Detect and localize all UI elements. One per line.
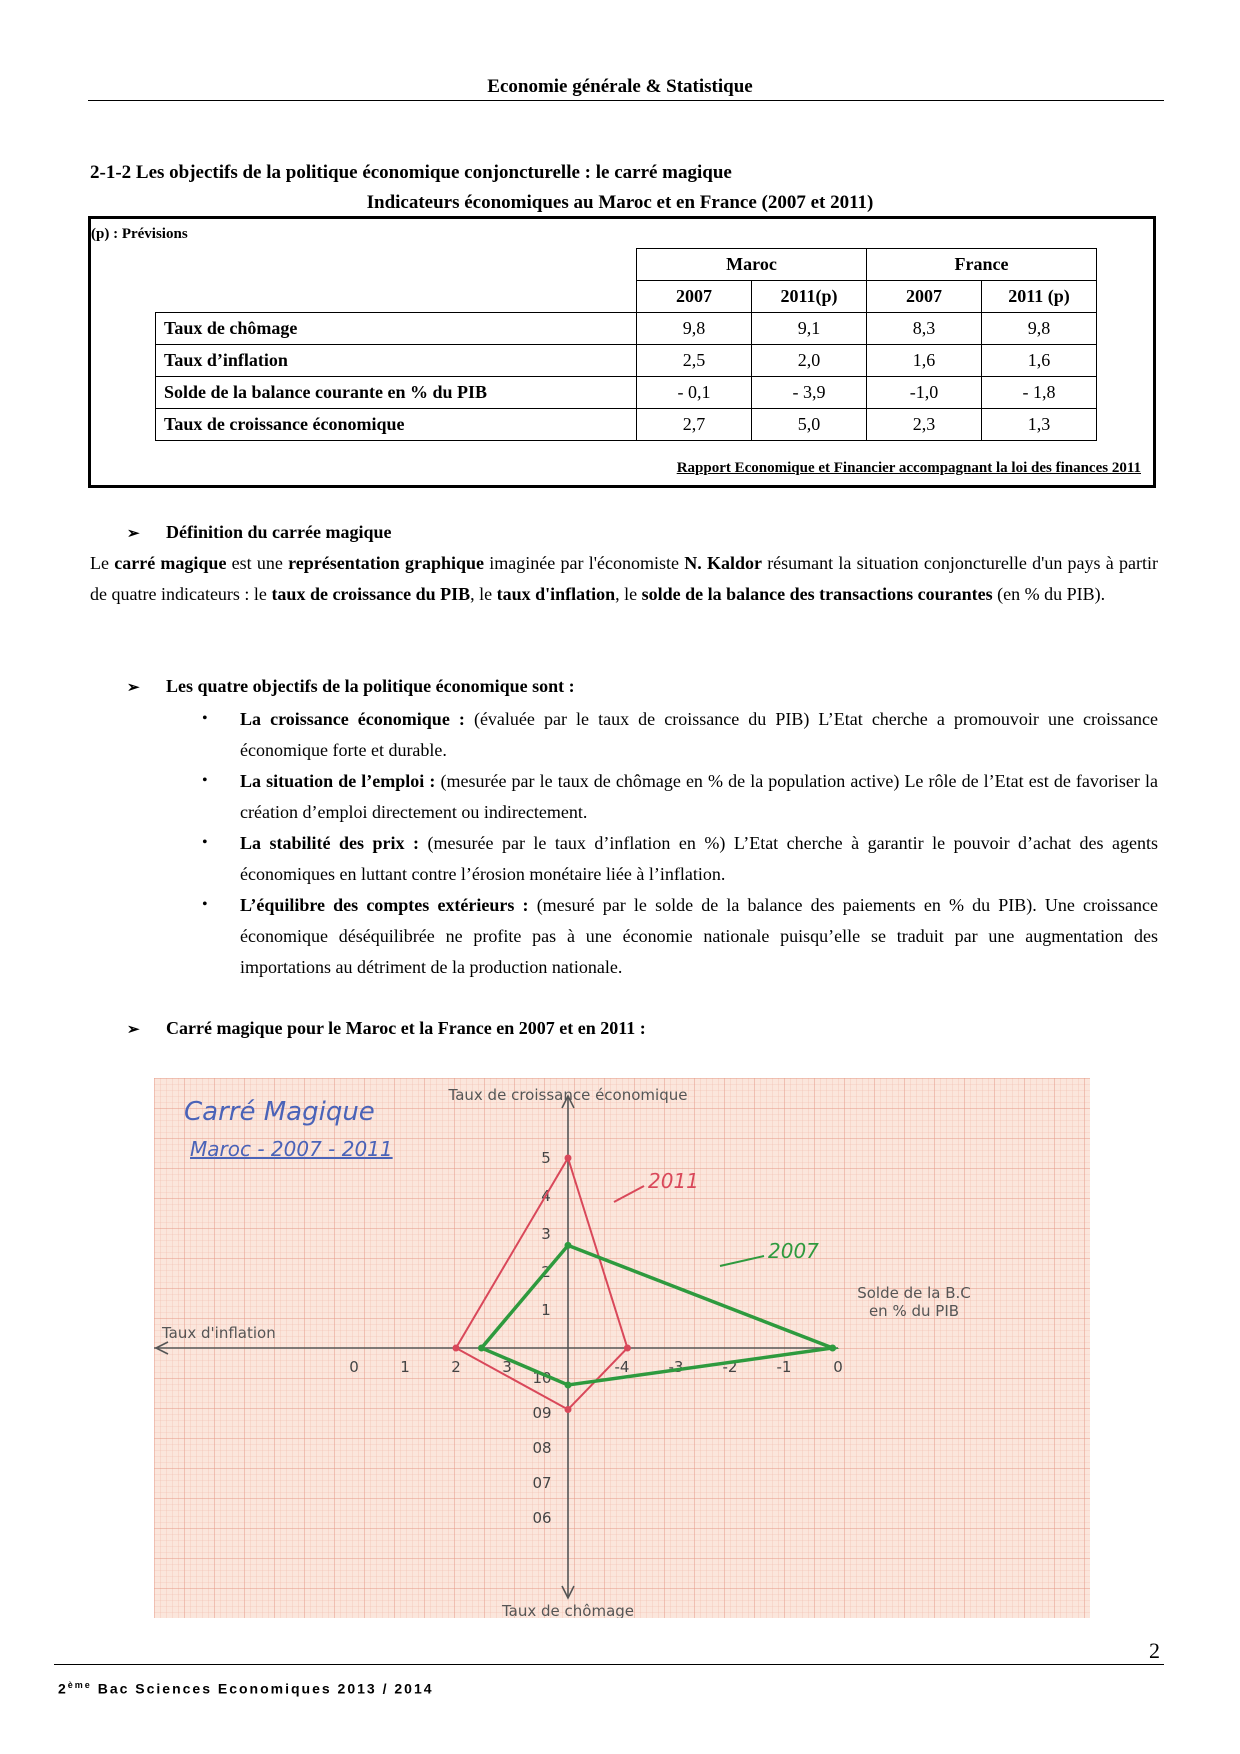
table-cell: 2,3 xyxy=(867,409,982,441)
objective-item xyxy=(240,766,1158,828)
table-row xyxy=(156,377,1097,409)
text-run: , le xyxy=(615,584,642,604)
row-label: Solde de la balance courante en % du PIB xyxy=(156,377,637,409)
tick-label-left: 1 xyxy=(400,1358,410,1376)
bold-run: N. Kaldor xyxy=(684,553,762,573)
tick-label-right: 0 xyxy=(833,1358,843,1376)
series-point-2011 xyxy=(453,1345,460,1352)
table-cell: 2,7 xyxy=(637,409,752,441)
text-run: imaginée par l'économiste xyxy=(484,553,685,573)
series-point-2007 xyxy=(565,1242,572,1249)
tick-label-left: 2 xyxy=(451,1358,461,1376)
series-point-2007 xyxy=(829,1345,836,1352)
table-caption: Indicateurs économiques au Maroc et en France (2007 et 2011) xyxy=(366,192,874,213)
objective-text: (évaluée par le taux de croissance du PIB) L’Etat cherche a promouvoir une croissance économique forte et durable. xyxy=(240,709,1158,760)
definition-paragraph xyxy=(90,548,1158,610)
tick-label-top: 1 xyxy=(541,1301,551,1319)
chart-subtitle: Maroc - 2007 - 2011 xyxy=(190,1137,393,1161)
header-rule xyxy=(88,100,1164,101)
year-header: 2011(p) xyxy=(752,281,867,313)
arrow-bullet-icon: ➢ xyxy=(127,680,140,696)
definition-heading xyxy=(127,522,391,543)
footer-text xyxy=(58,1680,434,1697)
text-run: est une xyxy=(226,553,289,573)
tick-label-left: 3 xyxy=(502,1358,512,1376)
axis-label-right: en % du PIB xyxy=(868,1302,960,1320)
table-cell: - 0,1 xyxy=(637,377,752,409)
objective-item xyxy=(240,828,1158,890)
col-header-france: France xyxy=(867,249,1097,281)
objective-title: L’équilibre des comptes extérieurs : xyxy=(240,895,529,915)
axis-label-top: Taux de croissance économique xyxy=(448,1086,688,1104)
footer-rule xyxy=(54,1664,1164,1665)
definition-heading-text: Définition du carrée magique xyxy=(166,522,392,542)
chart-title: Carré Magique xyxy=(184,1097,375,1127)
objective-text: (mesurée par le taux d’inflation en %) L’Etat cherche à garantir le pouvoir d’achat des agents économiques en luttant contre l’érosion monétaire liée à l’inflation. xyxy=(240,833,1158,884)
table-cell: 1,6 xyxy=(982,345,1097,377)
tick-label-top: 2 xyxy=(541,1263,551,1281)
footer-post: Bac Sciences Economiques 2013 / 2014 xyxy=(91,1680,434,1697)
axis-label-bottom: Taux de chômage xyxy=(501,1602,635,1618)
objective-text: (mesurée par le taux de chômage en % de la population active) Le rôle de l’Etat est de favoriser la création d’emploi directement ou indirectement. xyxy=(240,771,1158,822)
year-header: 2011 (p) xyxy=(982,281,1097,313)
objective-item xyxy=(240,704,1158,766)
footer-pre: 2 xyxy=(58,1680,68,1697)
tick-label-top: 4 xyxy=(541,1187,551,1205)
tick-label-bottom: 08 xyxy=(532,1439,552,1457)
tick-label-top: 5 xyxy=(541,1149,551,1167)
table-cell: 1,6 xyxy=(867,345,982,377)
arrow-bullet-icon: ➢ xyxy=(127,1022,140,1038)
tick-label-right: -1 xyxy=(776,1358,792,1376)
objectives-heading xyxy=(127,676,575,697)
table-cell: 1,3 xyxy=(982,409,1097,441)
table-row xyxy=(156,313,1097,345)
row-label: Taux de chômage xyxy=(156,313,637,345)
tick-label-left: 0 xyxy=(349,1358,359,1376)
series-point-2007 xyxy=(478,1345,485,1352)
bullet-dot-icon: • xyxy=(202,772,208,789)
table-cell: -1,0 xyxy=(867,377,982,409)
bold-run: représentation graphique xyxy=(288,553,485,573)
axis-label-right: Solde de la B.C xyxy=(857,1284,971,1302)
year-header: 2007 xyxy=(867,281,982,313)
footer-sup: ème xyxy=(67,1680,92,1690)
table-cell: 2,0 xyxy=(752,345,867,377)
axis-label-left: Taux d'inflation xyxy=(162,1324,276,1342)
series-label-2011: 2011 xyxy=(648,1169,699,1193)
table-corner xyxy=(156,249,637,281)
table-corner xyxy=(156,281,637,313)
row-label: Taux de croissance économique xyxy=(156,409,637,441)
tick-label-bottom: 10 xyxy=(532,1369,552,1387)
chart-heading-text: Carré magique pour le Maroc et la France en 2007 et en 2011 : xyxy=(166,1018,646,1038)
page-number: 2 xyxy=(1149,1638,1160,1663)
bold-run: taux de croissance du PIB xyxy=(271,584,471,604)
bullet-dot-icon: • xyxy=(202,834,208,851)
table-row xyxy=(156,281,1097,313)
table-cell: 9,1 xyxy=(752,313,867,345)
series-point-2007 xyxy=(565,1382,572,1389)
bold-run: solde de la balance des transactions courantes xyxy=(641,584,993,604)
text-run: (en % du PIB). xyxy=(992,584,1106,604)
series-point-2011 xyxy=(624,1345,631,1352)
objective-item xyxy=(240,890,1158,983)
table-cell: 8,3 xyxy=(867,313,982,345)
tick-label-top: 3 xyxy=(541,1225,551,1243)
bullet-dot-icon: • xyxy=(202,710,208,727)
objective-title: La stabilité des prix : xyxy=(240,833,419,853)
tick-label-bottom: 06 xyxy=(532,1509,552,1527)
objective-title: La croissance économique : xyxy=(240,709,465,729)
series-label-2007: 2007 xyxy=(768,1239,819,1263)
table-cell: 2,5 xyxy=(637,345,752,377)
arrow-bullet-icon: ➢ xyxy=(127,526,140,542)
table-row xyxy=(156,409,1097,441)
magic-square-chart xyxy=(154,1078,1090,1618)
text-run: résumant la situation conjoncturelle d'un pays à partir de quatre indicateurs : le xyxy=(90,553,1158,604)
tick-label-right: -4 xyxy=(614,1358,630,1376)
bold-run: taux d'inflation xyxy=(496,584,616,604)
table-source: Rapport Economique et Financier accompagnant la loi des finances 2011 xyxy=(676,460,1141,476)
previsions-note: (p) : Prévisions xyxy=(91,226,188,242)
tick-label-bottom: 09 xyxy=(532,1404,552,1422)
series-point-2011 xyxy=(565,1155,572,1162)
table-row xyxy=(156,345,1097,377)
series-point-2011 xyxy=(565,1406,572,1413)
table-cell: 5,0 xyxy=(752,409,867,441)
bullet-dot-icon: • xyxy=(202,896,208,913)
section-title: 2-1-2 Les objectifs de la politique économique conjoncturelle : le carré magique xyxy=(90,162,732,183)
col-header-maroc: Maroc xyxy=(637,249,867,281)
table-cell: - 1,8 xyxy=(982,377,1097,409)
table-cell: - 3,9 xyxy=(752,377,867,409)
header-title: Economie générale & Statistique xyxy=(487,76,753,97)
objectives-heading-text: Les quatre objectifs de la politique économique sont : xyxy=(166,676,575,696)
table-row xyxy=(156,249,1097,281)
bold-run: carré magique xyxy=(114,553,227,573)
tick-label-right: -3 xyxy=(668,1358,684,1376)
year-header: 2007 xyxy=(637,281,752,313)
table-cell: 9,8 xyxy=(637,313,752,345)
text-run: Le xyxy=(90,553,115,573)
tick-label-bottom: 07 xyxy=(532,1474,552,1492)
tick-label-right: -2 xyxy=(722,1358,738,1376)
table-cell: 9,8 xyxy=(982,313,1097,345)
objective-title: La situation de l’emploi : xyxy=(240,771,436,791)
indicators-table xyxy=(155,248,1097,441)
row-label: Taux d’inflation xyxy=(156,345,637,377)
text-run: , le xyxy=(470,584,497,604)
chart-heading xyxy=(127,1018,646,1039)
objective-text: (mesuré par le solde de la balance des paiements en % du PIB). Une croissance économique déséquilibrée ne profite pas à une économie nationale puisqu’elle se traduit par une augmentation des importations au détriment de la production nationale. xyxy=(240,895,1158,977)
